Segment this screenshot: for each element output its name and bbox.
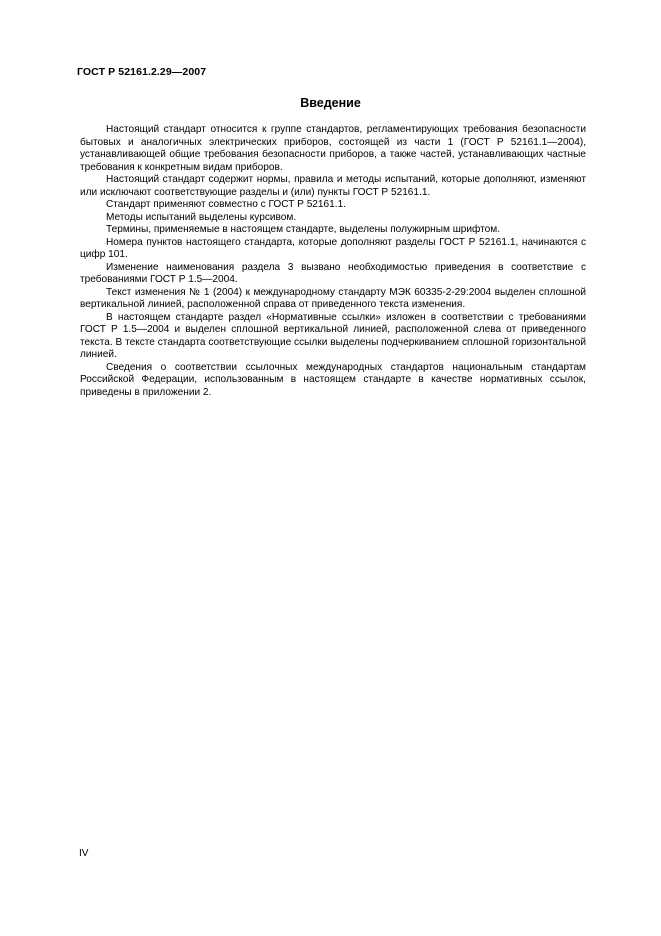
paragraph: Номера пунктов настоящего стандарта, которые дополняют разделы ГОСТ Р 52161.1, начинаются с цифр 101. xyxy=(80,236,586,260)
paragraph: Термины, применяемые в настоящем стандарте, выделены полужирным шрифтом. xyxy=(106,224,500,235)
paragraph: Сведения о соответствии ссылочных международных стандартов национальным стандартам Российской Федерации, использованным в настоящем стандарте в качестве нормативных ссылок, приведены в приложении 2. xyxy=(80,361,586,398)
paragraph: Текст изменения № 1 (2004) к международному стандарту МЭК 60335-2-29:2004 выделен сплошной вертикальной линией, расположенной справа от приведенного текста изменения. xyxy=(80,286,586,310)
paragraph: Настоящий стандарт относится к группе стандартов, регламентирующих требования безопасности бытовых и аналогичных электрических приборов, состоящей из части 1 (ГОСТ Р 52161.1—2004), устанавливающей общие требования безопасности приборов, а также частей, устанавливающих частные требования к конкретным видам приборов. xyxy=(80,124,586,173)
paragraph: Настоящий стандарт содержит нормы, правила и методы испытаний, которые дополняют, изменяют или исключают соответствующие разделы и (или) пункты ГОСТ Р 52161.1. xyxy=(80,174,586,198)
paragraph: В настоящем стандарте раздел «Нормативные ссылки» изложен в соответствии с требованиями ГОСТ Р 1.5—2004 и выделен сплошной вертикальной линией, расположенной слева от приведенного текста. В тексте стандарта соответствующие ссылки выделены подчеркиванием сплошной горизонтальной линией. xyxy=(80,311,586,360)
page-number: IV xyxy=(79,848,89,859)
paragraph: Стандарт применяют совместно с ГОСТ Р 52161.1. xyxy=(106,199,346,210)
document-code: ГОСТ Р 52161.2.29—2007 xyxy=(77,66,207,78)
paragraph: Методы испытаний выделены курсивом. xyxy=(106,211,297,223)
section-title: Введение xyxy=(300,96,361,110)
introduction-body xyxy=(80,124,586,399)
paragraph: Изменение наименования раздела 3 вызвано необходимостью приведения в соответствие с требованиями ГОСТ Р 1.5—2004. xyxy=(80,261,586,285)
